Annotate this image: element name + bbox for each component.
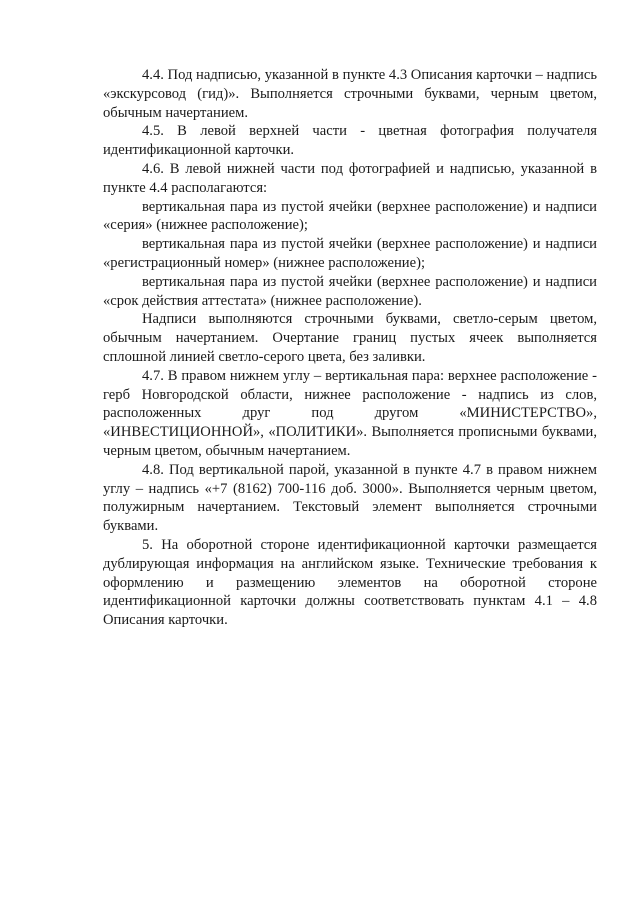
- paragraph-labels-style: Надписи выполняются строчными буквами, светло-серым цветом, обычным начертанием. Очертание границ пустых ячеек выполняется сплошной линией светло-серого цвета, без заливки.: [103, 311, 597, 365]
- paragraph-4-5: 4.5. В левой верхней части - цветная фотография получателя идентификационной карточки.: [103, 123, 597, 159]
- paragraph-series: вертикальная пара из пустой ячейки (верхнее расположение) и надписи «серия» (нижнее расположение);: [103, 198, 597, 234]
- paragraph-4-6: 4.6. В левой нижней части под фотографией и надписью, указанной в пункте 4.4 располагаются:: [103, 160, 597, 196]
- paragraph-4-4: 4.4. Под надписью, указанной в пункте 4.3 Описания карточки – надпись «экскурсовод (гид)». Выполняется строчными буквами, черным цветом, обычным начертанием.: [103, 67, 597, 121]
- paragraph-registration-number: вертикальная пара из пустой ячейки (верхнее расположение) и надписи «регистрационный номер» (нижнее расположение);: [103, 236, 597, 271]
- document-body: [103, 66, 597, 630]
- paragraph-4-8: 4.8. Под вертикальной парой, указанной в пункте 4.7 в правом нижнем углу – надпись «+7 (8162) 700-116 доб. 3000». Выполняется черным цветом, полужирным начертанием. Текстовый элемент выполняется строчными буквами.: [103, 461, 597, 535]
- paragraph-validity-period: вертикальная пара из пустой ячейки (верхнее расположение) и надписи «срок действия аттестата» (нижнее расположение).: [103, 273, 597, 309]
- paragraph-4-7: 4.7. В правом нижнем углу – вертикальная пара: верхнее расположение - герб Новгородской области, нижнее расположение - надпись из слов, расположенных друг под другом «МИНИСТЕРСТВО», «ИНВЕСТИЦИОННОЙ», «ПОЛИТИКИ». Выполняется прописными буквами, черным цветом, обычным начертанием.: [103, 367, 597, 459]
- paragraph-5: 5. На оборотной стороне идентификационной карточки размещается дублирующая информация на английском языке. Технические требования к оформлению и размещению элементов на оборотной стороне идентификационной карточки должны соответствовать пунктам 4.1 – 4.8 Описания карточки.: [103, 536, 597, 629]
